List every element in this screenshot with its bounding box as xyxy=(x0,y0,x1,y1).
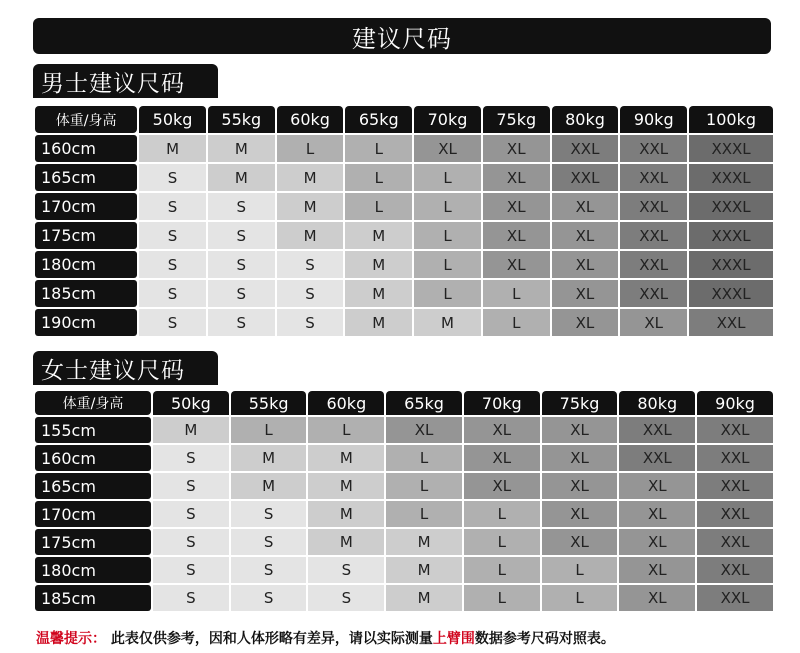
men-weight-header: 100kg xyxy=(689,106,773,133)
women-size-cell: L xyxy=(386,445,462,471)
women-size-cell: M xyxy=(386,585,462,611)
men-size-cell: M xyxy=(345,280,412,307)
men-height-cell: 185cm xyxy=(35,280,137,307)
women-table-row xyxy=(35,529,773,555)
women-size-cell: S xyxy=(153,445,229,471)
women-weight-header: 80kg xyxy=(619,391,695,415)
women-size-cell: S xyxy=(153,473,229,499)
men-corner-header: 体重/身高 xyxy=(35,106,137,133)
men-size-cell: XL xyxy=(483,222,550,249)
women-size-cell: XL xyxy=(464,417,540,443)
men-size-cell: XL xyxy=(552,251,619,278)
women-height-cell: 165cm xyxy=(35,473,151,499)
women-size-cell: XL xyxy=(619,557,695,583)
women-size-cell: XL xyxy=(542,501,618,527)
men-size-cell: XL xyxy=(552,193,619,220)
men-size-cell: XL xyxy=(552,222,619,249)
women-size-cell: L xyxy=(542,557,618,583)
women-size-cell: S xyxy=(231,557,307,583)
men-size-cell: XXL xyxy=(620,280,687,307)
men-size-cell: S xyxy=(277,280,344,307)
men-size-cell: M xyxy=(345,251,412,278)
men-size-cell: XXL xyxy=(620,251,687,278)
women-header-row xyxy=(35,391,773,415)
women-size-cell: XL xyxy=(619,501,695,527)
women-size-cell: S xyxy=(153,529,229,555)
men-size-cell: M xyxy=(277,222,344,249)
women-size-cell: L xyxy=(464,585,540,611)
women-size-cell: S xyxy=(308,557,384,583)
men-size-cell: S xyxy=(139,280,206,307)
women-height-cell: 175cm xyxy=(35,529,151,555)
women-table-row xyxy=(35,585,773,611)
women-size-cell: M xyxy=(308,445,384,471)
women-size-cell: M xyxy=(308,501,384,527)
women-size-table xyxy=(33,389,775,613)
men-size-cell: L xyxy=(345,193,412,220)
women-size-cell: S xyxy=(153,501,229,527)
men-table-row xyxy=(35,222,773,249)
women-size-cell: XXL xyxy=(697,417,773,443)
men-size-cell: L xyxy=(483,280,550,307)
men-size-cell: M xyxy=(345,222,412,249)
women-size-cell: S xyxy=(231,585,307,611)
men-weight-header: 90kg xyxy=(620,106,687,133)
men-size-cell: S xyxy=(277,251,344,278)
women-size-cell: M xyxy=(153,417,229,443)
men-size-cell: XXL xyxy=(552,135,619,162)
men-section-title xyxy=(33,64,218,98)
men-size-cell: S xyxy=(139,251,206,278)
men-size-cell: XXL xyxy=(620,135,687,162)
women-size-cell: XL xyxy=(542,473,618,499)
men-size-cell: S xyxy=(139,193,206,220)
women-height-cell: 155cm xyxy=(35,417,151,443)
men-size-cell: L xyxy=(345,164,412,191)
women-weight-header: 50kg xyxy=(153,391,229,415)
women-size-cell: L xyxy=(464,529,540,555)
women-weight-header: 65kg xyxy=(386,391,462,415)
men-size-cell: M xyxy=(345,309,412,336)
men-size-cell: XL xyxy=(620,309,687,336)
women-size-cell: L xyxy=(231,417,307,443)
women-table-row xyxy=(35,501,773,527)
men-size-cell: XL xyxy=(552,309,619,336)
men-size-cell: XL xyxy=(483,193,550,220)
men-height-cell: 165cm xyxy=(35,164,137,191)
women-size-cell: XL xyxy=(619,529,695,555)
men-weight-header: 60kg xyxy=(277,106,344,133)
women-table-row xyxy=(35,473,773,499)
women-size-cell: XXL xyxy=(697,529,773,555)
men-size-cell: L xyxy=(277,135,344,162)
men-size-cell: L xyxy=(414,222,481,249)
women-size-cell: XL xyxy=(619,473,695,499)
men-table-row xyxy=(35,280,773,307)
men-table-row xyxy=(35,135,773,162)
women-size-cell: L xyxy=(308,417,384,443)
women-height-cell: 170cm xyxy=(35,501,151,527)
men-size-cell: S xyxy=(208,251,275,278)
women-size-cell: S xyxy=(231,529,307,555)
men-weight-header: 65kg xyxy=(345,106,412,133)
women-size-cell: S xyxy=(153,557,229,583)
men-height-cell: 160cm xyxy=(35,135,137,162)
men-size-cell: M xyxy=(208,135,275,162)
women-size-cell: XL xyxy=(542,417,618,443)
men-size-cell: L xyxy=(414,280,481,307)
women-size-cell: M xyxy=(386,557,462,583)
men-size-cell: S xyxy=(208,193,275,220)
women-size-cell: XL xyxy=(464,473,540,499)
footer-text-before: 此表仅供参考，因和人体形略有差异，请以实际测量 xyxy=(110,631,433,647)
women-size-cell: XXL xyxy=(697,501,773,527)
page-title: 建议尺码 xyxy=(352,24,452,53)
men-size-cell: XL xyxy=(414,135,481,162)
men-table-body xyxy=(35,135,773,336)
men-size-cell: XXL xyxy=(552,164,619,191)
women-weight-header: 60kg xyxy=(308,391,384,415)
footer-note xyxy=(36,628,615,648)
women-size-cell: L xyxy=(386,473,462,499)
women-size-cell: XXL xyxy=(697,473,773,499)
women-size-cell: XXL xyxy=(619,445,695,471)
women-size-cell: M xyxy=(308,473,384,499)
women-title-text: 女士建议尺码 xyxy=(41,357,185,384)
men-size-cell: L xyxy=(414,164,481,191)
women-height-cell: 180cm xyxy=(35,557,151,583)
women-size-cell: L xyxy=(542,585,618,611)
women-size-cell: XXL xyxy=(697,557,773,583)
women-size-cell: M xyxy=(231,473,307,499)
men-size-cell: S xyxy=(139,222,206,249)
women-weight-header: 90kg xyxy=(697,391,773,415)
men-size-cell: XXXL xyxy=(689,222,773,249)
women-table-body xyxy=(35,417,773,611)
men-height-cell: 180cm xyxy=(35,251,137,278)
footer-highlight: 上臂围 xyxy=(432,631,475,647)
footer-label: 温馨提示： xyxy=(36,631,106,647)
women-section-title xyxy=(33,351,218,385)
men-size-cell: M xyxy=(208,164,275,191)
men-size-cell: L xyxy=(414,193,481,220)
women-table-row xyxy=(35,445,773,471)
men-table-row xyxy=(35,193,773,220)
men-size-cell: S xyxy=(277,309,344,336)
men-size-cell: XXL xyxy=(620,193,687,220)
women-size-cell: XL xyxy=(464,445,540,471)
men-size-table xyxy=(33,104,775,338)
men-height-cell: 170cm xyxy=(35,193,137,220)
women-size-cell: L xyxy=(464,501,540,527)
men-size-cell: XL xyxy=(483,135,550,162)
women-weight-header: 70kg xyxy=(464,391,540,415)
men-size-cell: XXXL xyxy=(689,280,773,307)
footer-text-after: 数据参考尺码对照表。 xyxy=(474,631,615,647)
men-size-cell: M xyxy=(277,193,344,220)
men-size-cell: S xyxy=(139,164,206,191)
men-size-cell: M xyxy=(139,135,206,162)
men-height-cell: 175cm xyxy=(35,222,137,249)
women-size-cell: XXL xyxy=(697,445,773,471)
women-size-cell: L xyxy=(464,557,540,583)
women-size-cell: S xyxy=(231,501,307,527)
women-weight-header: 55kg xyxy=(231,391,307,415)
women-height-cell: 160cm xyxy=(35,445,151,471)
men-table-row xyxy=(35,164,773,191)
men-size-cell: S xyxy=(208,280,275,307)
men-weight-header: 50kg xyxy=(139,106,206,133)
men-size-cell: S xyxy=(139,309,206,336)
men-table-row xyxy=(35,309,773,336)
page-title-banner xyxy=(33,18,771,54)
women-size-cell: XL xyxy=(619,585,695,611)
women-size-cell: XL xyxy=(542,529,618,555)
women-size-cell: L xyxy=(386,501,462,527)
women-size-cell: M xyxy=(231,445,307,471)
men-weight-header: 55kg xyxy=(208,106,275,133)
women-size-cell: S xyxy=(308,585,384,611)
men-size-cell: XXXL xyxy=(689,164,773,191)
men-size-cell: M xyxy=(414,309,481,336)
women-size-cell: XXL xyxy=(697,585,773,611)
men-size-cell: XL xyxy=(483,164,550,191)
men-size-cell: S xyxy=(208,309,275,336)
men-weight-header: 75kg xyxy=(483,106,550,133)
women-table-row xyxy=(35,417,773,443)
men-size-cell: XXL xyxy=(620,222,687,249)
men-size-cell: XXXL xyxy=(689,135,773,162)
men-table-row xyxy=(35,251,773,278)
women-size-cell: S xyxy=(153,585,229,611)
men-size-cell: L xyxy=(414,251,481,278)
men-size-cell: XL xyxy=(552,280,619,307)
women-size-cell: M xyxy=(308,529,384,555)
women-size-cell: XL xyxy=(386,417,462,443)
men-header-row xyxy=(35,106,773,133)
women-weight-header: 75kg xyxy=(542,391,618,415)
men-size-cell: XXXL xyxy=(689,251,773,278)
men-weight-header: 80kg xyxy=(552,106,619,133)
men-size-cell: XL xyxy=(483,251,550,278)
men-size-cell: M xyxy=(277,164,344,191)
women-size-cell: XXL xyxy=(619,417,695,443)
men-size-cell: XXL xyxy=(689,309,773,336)
men-height-cell: 190cm xyxy=(35,309,137,336)
women-height-cell: 185cm xyxy=(35,585,151,611)
men-size-cell: L xyxy=(483,309,550,336)
men-weight-header: 70kg xyxy=(414,106,481,133)
men-size-cell: S xyxy=(208,222,275,249)
women-size-cell: XL xyxy=(542,445,618,471)
women-corner-header: 体重/身高 xyxy=(35,391,151,415)
men-size-cell: L xyxy=(345,135,412,162)
women-size-cell: M xyxy=(386,529,462,555)
women-table-row xyxy=(35,557,773,583)
men-size-cell: XXXL xyxy=(689,193,773,220)
men-size-cell: XXL xyxy=(620,164,687,191)
men-title-text: 男士建议尺码 xyxy=(41,70,185,97)
